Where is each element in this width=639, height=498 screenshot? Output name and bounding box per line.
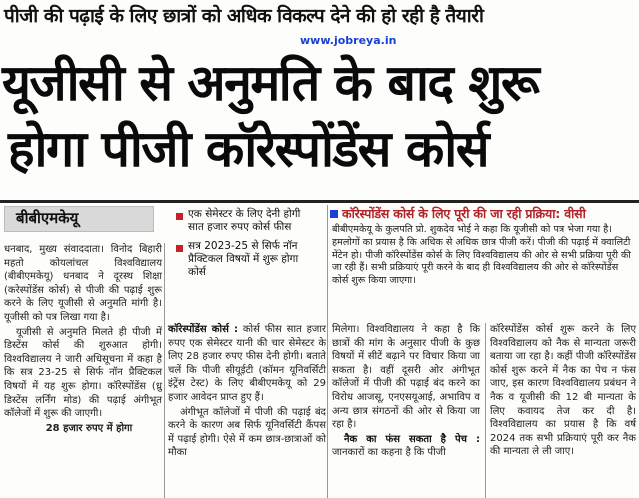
headline-line-2: होगा पीजी कॉरेस्पोंडेंस कोर्स	[8, 120, 489, 178]
sidebar-heading: कॉरेस्पोंडेंस कोर्स के लिए पूरी की जा रही प्रक्रिया: वीसी	[342, 206, 586, 221]
column-divider	[164, 243, 165, 498]
article-paragraph: अंगीभूत कॉलेजों में पीजी की पढ़ाई बंद करने के कारण अब सिर्फ यूनिवर्सिटी कैंपस में पढ़ाई होगी। ऐसे में कम छात्र-छात्राओं को मौका	[168, 406, 326, 459]
red-square-bullet-icon	[176, 245, 183, 252]
article-column-3	[332, 323, 480, 461]
blue-square-icon	[330, 210, 338, 218]
article-subhead: कॉरेस्पोंडेंस कोर्स :	[168, 324, 238, 335]
column-divider	[485, 323, 486, 498]
article-column-1	[4, 243, 162, 436]
column-divider	[327, 205, 328, 498]
article-paragraph: यूजीसी से अनुमति मिलते ही पीजी में डिस्टेंस कोर्स की शुरुआत होगी। विश्वविद्यालय ने जारी अधिसूचना में कहा है कि सत्र 23-25 से सिर्फ नॉन प्रैक्टिकल विषयों में यह शुरू होगा। कॉरेस्पोंडेंस (ध्रु डिस्टेंस लर्निंग मोड) की पढ़ाई अंगीभूत कॉलेजों में शुरू की जाएगी।	[4, 326, 162, 420]
headline-line-1: यूजीसी से अनुमति के बाद शुरू	[2, 54, 539, 112]
strap-headline: पीजी की पढ़ाई के लिए छात्रों को अधिक विकल्प देने की हो रही है तैयारी	[4, 5, 484, 27]
article-column-2	[168, 323, 326, 461]
article-paragraph: धनबाद, मुख्य संवाददाता। विनोद बिहारी महतो कोयलांचल विश्वविद्यालय (बीबीएमकेयू) धनबाद ने दूरस्थ शिक्षा (करेस्पोंडेंस कोर्स) से पीजी की पढ़ाई शुरू करने के लिए यूजीसी से अनुमति मांगी है। यूजीसी को पत्र लिखा गया है।	[4, 244, 162, 323]
key-point-text: एक सेमेस्टर के लिए देनी होगी सात हजार रुपए कोर्स फीस	[188, 208, 301, 233]
university-badge-label: बीबीएमकेयू	[16, 209, 79, 227]
key-point-text: सत्र 2023-25 से सिर्फ नॉन प्रैक्टिकल विषयों में शुरू होगा कोर्स	[188, 240, 299, 278]
site-watermark: www.jobreya.in	[300, 34, 397, 47]
sidebar-body: बीबीएमकेयू के कुलपति प्रो. शुकदेव भोई ने कहा कि यूजीसी को पत्र भेजा गया है। हमलोगों का प्रयास है कि अधिक से अधिक छात्र पीजी करें। पीजी की पढ़ाई में क्वालिटी मेंटेन हो। पीजी कॉरेस्पोंडेंस कोर्स के लिए विश्वविद्यालय की ओर से सभी प्रक्रिया पूरी की जा रही हैं। सभी प्रक्रियाएं पूरी करने के बाद ही विश्वविद्यालय की ओर से कॉरेस्पोंडेंस कोर्स शुरू किया जाएगा।	[332, 224, 631, 287]
article-paragraph: मिलेगा। विश्वविद्यालय ने कहा है कि छात्रों की मांग के अनुसार पीजी के कुछ विषयों में सीटें बढ़ाने पर विचार किया जा सकता है। वहीं दूसरी ओर अंगीभूत कॉलेजों में पीजी की पढ़ाई बंद करने का विरोध आजसू, एनएसयूआई, अभाविप व अन्य छात्र संगठनों की ओर से किया जा रहा है।	[332, 324, 480, 431]
article-column-4	[490, 323, 636, 460]
article-paragraph: जानकारों का कहना है कि पीजी	[332, 447, 446, 459]
section-rule	[0, 200, 639, 203]
article-paragraph: कोर्स फीस सात हजार रुपए एक सेमेस्टर यानी की चार सेमेस्टर के लिए 28 हजार रुपए फीस देनी होगी। बताते चलें कि पीजी सीयूईटी (कॉमन यूनिवर्सिटी इंट्रेंस टेस्ट) के लिए बीबीएमकेयू को 29 हजार आवेदन प्राप्त हुए हैं।	[168, 324, 327, 403]
article-subhead: नैक का फंस सकता है पेच :	[344, 433, 480, 445]
article-paragraph: कॉरेस्पोंडेंस कोर्स शुरू करने के लिए विश्वविद्यालय को नैक से मान्यता जरूरी बताया जा रहा है। कहीं पीजी कॉरेस्पोंडेंस कोर्स शुरू करने में नैक का पेच न फंस जाए, इस कारण विश्वविद्यालय प्रबंधन ने नैक व यूजीसी की 12 बी मान्यता के लिए कवायद तेज कर दी है। विश्वविद्यालय का प्रयास है कि वर्ष 2024 तक सभी प्रक्रियाएं पूरी कर नैक की मान्यता ले ली जाए।	[490, 324, 636, 458]
article-subhead: 28 हजार रुपए में होगा	[45, 422, 133, 434]
key-points-box	[172, 204, 318, 324]
red-square-bullet-icon	[176, 213, 183, 220]
